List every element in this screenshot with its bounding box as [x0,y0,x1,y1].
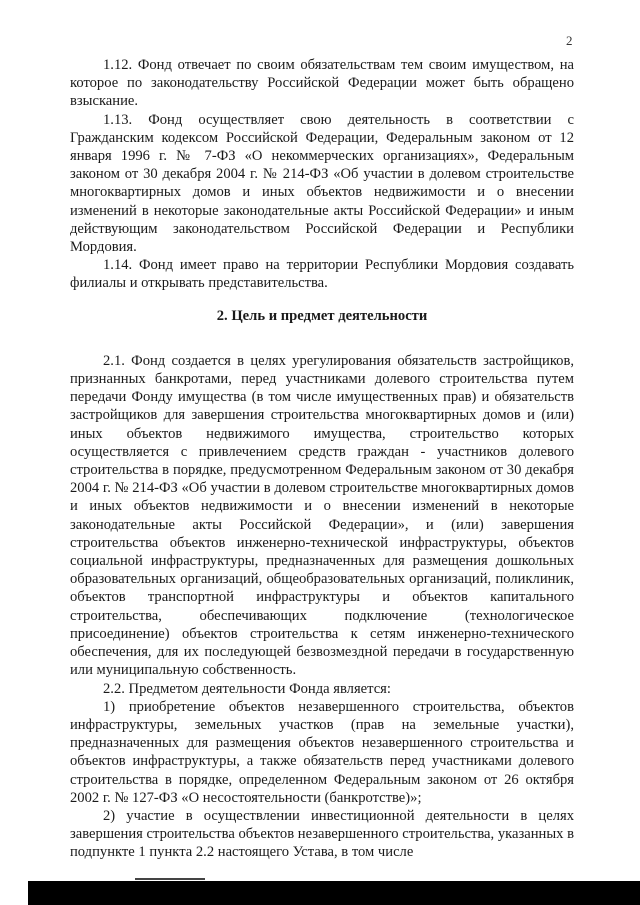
scan-mark [135,878,205,880]
page-number: 2 [566,33,573,48]
paragraph-1-12: 1.12. Фонд отвечает по своим обязательствам тем своим имуществом, на которое по законодательству Российской Федерации может быть обращено взыскание. [70,57,574,110]
paragraph-1-14: 1.14. Фонд имеет право на территории Республики Мордовия создавать филиалы и открывать представительства. [70,257,574,292]
scan-edge-bar [28,881,640,905]
document-body [70,56,574,862]
list-item-1: 1) приобретение объектов незавершенного строительства, объектов инфраструктуры, земельных участков (прав на земельные участки), предназначенных для размещения объектов незавершенного строительства и объектов инфраструктуры, а также обязательств перед участниками долевого строительства в порядке, определенном Федеральным законом от 26 октября 2002 г. № 127-ФЗ «О несостоятельности (банкротстве)»; [70,698,574,806]
list-item-2: 2) участие в осуществлении инвестиционной деятельности в целях завершения строительства объектов незавершенного строительства, указанных в подпункте 1 пункта 2.2 настоящего Устава, в том числе [70,807,574,861]
paragraph-2-1: 2.1. Фонд создается в целях урегулирования обязательств застройщиков, признанных банкротами, перед участниками долевого строительства путем передачи Фонду имущества (в том числе имущественных прав) и обязательств застройщиков для завершения строительства многоквартирных домов и (или) иных объектов недвижимого имущества, строительство которых осуществляется с привлечением средств граждан - участников долевого строительства в порядке, предусмотренном Федеральным законом от 30 декабря 2004 г. № 214-ФЗ «Об участии в долевом строительстве многоквартирных домов и иных объектов недвижимости и о внесении изменений в некоторые законодательные акты Российской Федерации», и (или) завершения строительства объектов инженерно-технической инфраструктуры, объектов социальной инфраструктуры, предназначенных для размещения дошкольных образовательных организаций, общеобразовательных организаций, поликлиник, объектов транспортной инфраструктуры и объектов капитального строительства, обеспечивающих подключение (технологическое присоединение) объектов строительства к сетям инженерно-технического обеспечения, для их последующей безвозмездной передачи в государственную или муниципальную собственность. [70,352,574,679]
paragraph-2-2: 2.2. Предметом деятельности Фонда является: [103,680,391,697]
section-heading: 2. Цель и предмет деятельности [216,307,428,324]
paragraph-1-13: 1.13. Фонд осуществляет свою деятельность в соответствии с Гражданским кодексом Российской Федерации, Федеральным законом от 12 января 1996 г. № 7-ФЗ «О некоммерческих организациях», Федеральным законом от 30 декабря 2004 г. № 214-ФЗ «Об участии в долевом строительстве многоквартирных домов и иных объектов недвижимости и о внесении изменений в некоторые законодательные акты Российской Федерации» и иным действующим законодательством Российской Федерации и Республики Мордовия. [70,111,574,256]
